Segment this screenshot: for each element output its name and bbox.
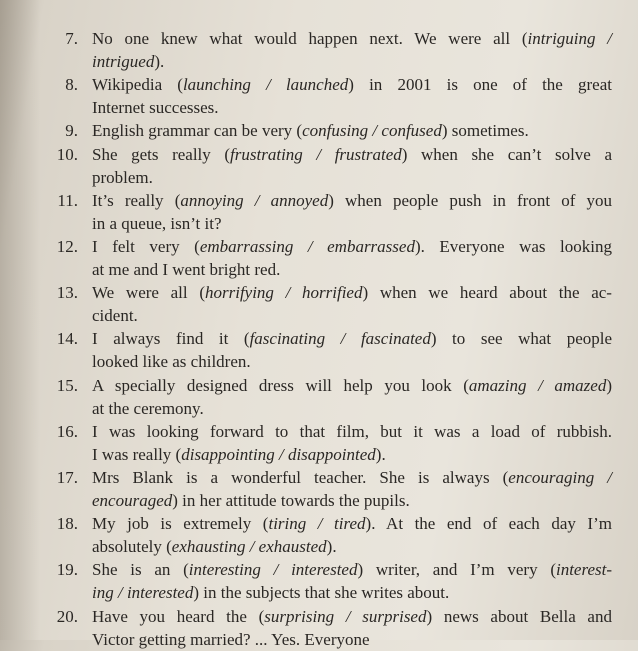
item-text-line: problem. bbox=[92, 167, 153, 187]
item-number: 12. bbox=[56, 236, 78, 256]
item-number: 20. bbox=[56, 606, 78, 626]
item-text-line: My job is extremely (tiring / tired). At the end of each day I’m bbox=[92, 514, 612, 534]
item-text-line: in a queue, isn’t it? bbox=[92, 213, 222, 233]
item-text-line: intrigued). bbox=[92, 52, 165, 72]
item-number: 14. bbox=[56, 329, 78, 349]
item-number: 9. bbox=[65, 121, 78, 141]
item-number: 19. bbox=[56, 560, 78, 580]
item-number: 15. bbox=[56, 375, 78, 395]
item-text-line: Wikipedia (launching / launched) in 2001 is one of the great bbox=[92, 75, 612, 95]
item-text-line: I felt very (embarrassing / embarrassed). Everyone was looking bbox=[92, 236, 613, 256]
item-text-line: A specially designed dress will help you look (amazing / amazed) bbox=[92, 375, 613, 395]
item-number: 8. bbox=[65, 75, 78, 95]
item-number: 17. bbox=[56, 467, 78, 487]
item-text-line: Victor getting married? ... Yes. Everyone bbox=[92, 629, 370, 649]
item-text-line: English grammar can be very (confusing / confused) sometimes. bbox=[92, 121, 529, 141]
item-text-line: I was really (disappointing / disappointed). bbox=[92, 444, 386, 464]
item-text-line: ing / interested) in the subjects that she writes about. bbox=[92, 583, 450, 603]
item-number: 7. bbox=[65, 29, 78, 48]
item-number: 10. bbox=[56, 144, 78, 164]
item-text-line: It’s really (annoying / annoyed) when people push in front of you bbox=[92, 190, 612, 210]
item-number: 13. bbox=[56, 283, 78, 303]
item-number: 11. bbox=[57, 190, 78, 210]
item-text-line: She gets really (frustrating / frustrated) when she can’t solve a bbox=[92, 144, 612, 164]
item-text-line: Have you heard the (surprising / surprised) news about Bella and bbox=[92, 606, 612, 626]
item-text-line: She is an (interesting / interested) writer, and I’m very (interest- bbox=[92, 560, 613, 580]
item-text-line: I always find it (fascinating / fascinated) to see what people bbox=[92, 329, 613, 349]
item-text-line: We were all (horrifying / horrified) when we heard about the ac- bbox=[92, 283, 612, 303]
item-text-line: Mrs Blank is a wonderful teacher. She is always (encouraging / bbox=[92, 467, 612, 487]
item-number: 16. bbox=[56, 421, 78, 441]
item-text-line: at me and I went bright red. bbox=[92, 259, 281, 279]
item-text-line: absolutely (exhausting / exhausted). bbox=[92, 537, 337, 557]
item-text-line: I was looking forward to that film, but it was a load of rubbish. bbox=[92, 421, 612, 441]
item-text-line: Internet successes. bbox=[92, 98, 219, 118]
item-number: 18. bbox=[56, 514, 78, 534]
item-text-line: at the ceremony. bbox=[92, 398, 204, 418]
item-text-line: looked like as children. bbox=[92, 352, 251, 372]
item-text-line: cident. bbox=[92, 306, 138, 326]
item-text-line: No one knew what would happen next. We were all (intriguing / bbox=[92, 29, 613, 48]
item-text-line: encouraged) in her attitude towards the pupils. bbox=[92, 490, 410, 510]
page-shadow bbox=[0, 0, 40, 640]
